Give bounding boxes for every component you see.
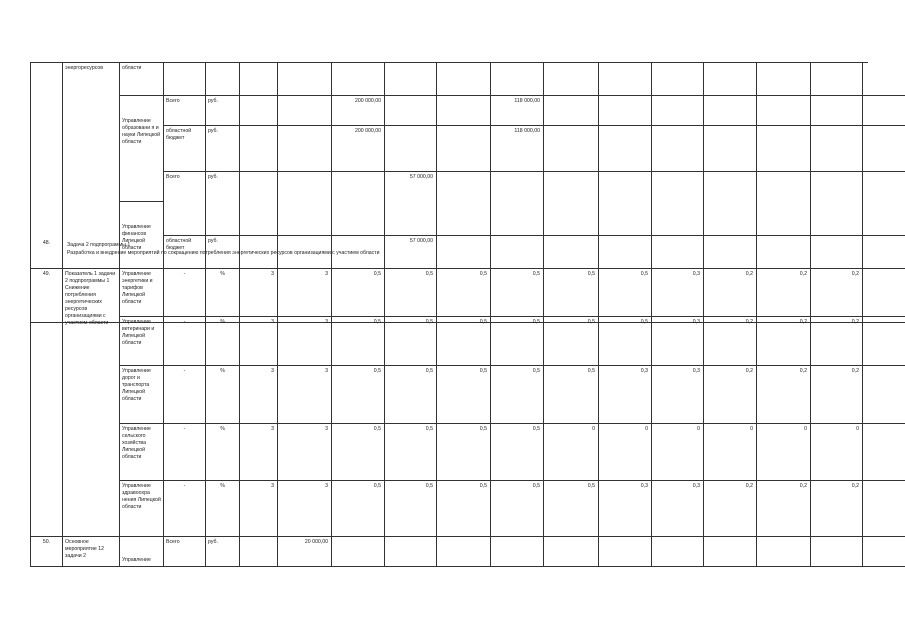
value-cell	[278, 269, 332, 317]
empty-cell	[278, 63, 332, 96]
empty-cell	[164, 63, 206, 96]
task-description: Разработка и внедрение мероприятий по сокращению потребления энергетических ресурсов организациями с участием области	[67, 250, 380, 256]
empty-cell	[599, 172, 652, 236]
empty-cell	[652, 96, 704, 126]
empty-cell	[704, 63, 757, 96]
value-cell-text: 0,3	[692, 368, 700, 374]
value-cell-text: 3	[325, 483, 328, 489]
value-cell-text: 0,5	[425, 368, 433, 374]
empty-cell	[544, 172, 599, 236]
executor-tail-cell	[120, 63, 164, 96]
value-cell	[652, 366, 704, 424]
amount-value: 20 000,00	[304, 539, 328, 545]
indicator-tail: энергоресурсов	[65, 65, 104, 71]
value-cell-text: 0,5	[640, 319, 648, 325]
indicator-name: Показатель 1 задачи 2 подпрограммы 1 Снижение потребления энергетических ресурсов организациями с участием области	[65, 271, 116, 326]
value-cell-text: 0	[750, 426, 753, 432]
value-cell	[278, 424, 332, 481]
empty-cell	[704, 126, 757, 172]
value-cell-text: 0	[645, 426, 648, 432]
value-cell-text: 0,5	[587, 483, 595, 489]
value-cell	[385, 317, 437, 366]
value-cell-text: 0,5	[373, 319, 381, 325]
value-cell-text: 0,5	[479, 319, 487, 325]
value-cell-text: 0,5	[532, 271, 540, 277]
value-cell	[704, 317, 757, 366]
indicator-number: 49.	[42, 271, 51, 277]
amount-value: 57 000,00	[409, 238, 433, 244]
empty-cell	[278, 96, 332, 126]
value-cell-text: 0,2	[851, 271, 859, 277]
unit-cell	[206, 317, 240, 366]
empty-cell	[385, 126, 437, 172]
value-cell-text: 0,5	[479, 271, 487, 277]
value-cell	[437, 269, 491, 317]
empty-cell	[544, 537, 599, 567]
value-cell-text: 0,5	[587, 271, 595, 277]
empty-cell	[206, 63, 240, 96]
value-cell-text: 0,5	[532, 483, 540, 489]
source-cell	[164, 96, 206, 126]
unit-cell	[206, 126, 240, 172]
amount-cell	[491, 126, 544, 172]
dash-cell	[164, 317, 206, 366]
empty-cell	[811, 537, 863, 567]
value-cell-text: 0,3	[640, 483, 648, 489]
dash-cell	[164, 269, 206, 317]
indicator-executor-cell	[120, 481, 164, 537]
value-cell-text: 0,2	[851, 368, 859, 374]
value-cell-text: 0,2	[851, 483, 859, 489]
unit-cell	[206, 481, 240, 537]
value-cell-text: 0,2	[799, 319, 807, 325]
task-description-cell	[63, 238, 905, 269]
empty-cell	[491, 172, 544, 236]
empty-cell	[437, 537, 491, 567]
amount-value: 118 000,00	[514, 128, 540, 134]
value-cell-text: 0,2	[851, 319, 859, 325]
amount-cell	[332, 126, 385, 172]
empty-cell	[385, 96, 437, 126]
source-label: Всего	[166, 98, 180, 104]
empty-cell	[704, 96, 757, 126]
value-cell-text: 0,5	[479, 368, 487, 374]
value-cell-text: 0,5	[640, 271, 648, 277]
value-cell	[385, 424, 437, 481]
value-cell-text: 0,2	[799, 483, 807, 489]
empty-cell	[811, 63, 863, 96]
unit-label: руб.	[208, 539, 218, 545]
empty-cell	[863, 96, 905, 126]
unit-cell	[206, 424, 240, 481]
value-cell	[437, 481, 491, 537]
unit-label: руб.	[208, 128, 218, 134]
indicator-executor-cell	[120, 269, 164, 317]
empty-cell	[240, 96, 278, 126]
empty-cell	[437, 96, 491, 126]
empty-cell	[757, 537, 811, 567]
value-cell-text: 3	[271, 426, 274, 432]
empty-cell	[437, 126, 491, 172]
value-cell	[599, 481, 652, 537]
value-cell-text: 0,5	[479, 483, 487, 489]
dash-cell-text: -	[183, 271, 186, 277]
value-cell-text: 0,5	[373, 483, 381, 489]
value-cell	[491, 269, 544, 317]
dash-cell-text: -	[183, 483, 186, 489]
empty-cell	[704, 172, 757, 236]
amount-value: 57 000,00	[409, 174, 433, 180]
value-cell	[491, 366, 544, 424]
value-cell	[704, 424, 757, 481]
value-cell	[544, 269, 599, 317]
value-cell-text: 3	[271, 319, 274, 325]
value-cell	[811, 424, 863, 481]
value-cell	[385, 269, 437, 317]
value-cell	[437, 366, 491, 424]
empty-cell	[437, 172, 491, 236]
empty-cell	[332, 172, 385, 236]
value-cell	[491, 424, 544, 481]
executor-finance-label: Управление финансов Липецкой области	[122, 224, 151, 251]
source-cell	[164, 172, 206, 236]
unit-cell-text: %	[220, 426, 225, 432]
unit-cell	[206, 172, 240, 236]
dash-cell	[164, 481, 206, 537]
value-cell	[278, 481, 332, 537]
value-cell	[385, 481, 437, 537]
value-cell	[599, 366, 652, 424]
unit-label: руб.	[208, 238, 218, 244]
value-cell	[544, 317, 599, 366]
value-cell	[652, 317, 704, 366]
empty-cell	[863, 424, 905, 481]
empty-cell	[491, 537, 544, 567]
unit-cell	[206, 269, 240, 317]
unit-cell	[206, 96, 240, 126]
value-cell-text: 0,5	[425, 319, 433, 325]
source-label: Всего	[166, 539, 180, 545]
value-cell-text: 0,3	[692, 319, 700, 325]
unit-cell	[206, 366, 240, 424]
empty-cell	[599, 537, 652, 567]
indicator-name-cell	[63, 269, 120, 537]
value-cell	[599, 317, 652, 366]
value-cell-text: 3	[325, 426, 328, 432]
indicator-executor-cell	[120, 366, 164, 424]
empty-cell	[757, 96, 811, 126]
source-cell	[164, 537, 206, 567]
unit-cell-text: %	[220, 483, 225, 489]
value-cell-text: 0,2	[745, 483, 753, 489]
empty-cell	[385, 63, 437, 96]
value-cell	[704, 366, 757, 424]
event-executor: Управление	[122, 557, 151, 563]
value-cell-text: 0,2	[745, 271, 753, 277]
empty-cell	[757, 126, 811, 172]
value-cell-text: 3	[271, 271, 274, 277]
empty-cell	[863, 63, 905, 96]
value-cell	[437, 317, 491, 366]
value-cell	[757, 317, 811, 366]
value-cell	[811, 317, 863, 366]
value-cell	[704, 269, 757, 317]
task-number: 48.	[42, 240, 51, 246]
value-cell-text: 0,5	[425, 426, 433, 432]
indicator-executor-cell	[120, 424, 164, 481]
dash-cell	[164, 424, 206, 481]
dash-cell-text: -	[183, 319, 186, 325]
value-cell-text: 0,5	[532, 426, 540, 432]
empty-cell	[240, 126, 278, 172]
value-cell-text: 3	[325, 271, 328, 277]
value-cell	[491, 481, 544, 537]
empty-cell	[704, 537, 757, 567]
empty-cell	[652, 537, 704, 567]
value-cell-text: 3	[271, 483, 274, 489]
value-cell-text: 0,5	[425, 271, 433, 277]
dash-cell-text: -	[183, 368, 186, 374]
value-cell	[437, 424, 491, 481]
value-cell	[704, 481, 757, 537]
empty-cell	[811, 172, 863, 236]
value-cell-text: 3	[325, 319, 328, 325]
value-cell	[240, 317, 278, 366]
executor-education-label: Управление образовани я и науки Липецкой области	[122, 118, 160, 145]
empty-cell	[863, 269, 905, 317]
value-cell	[544, 424, 599, 481]
unit-label: руб.	[208, 174, 218, 180]
value-cell	[599, 424, 652, 481]
empty-cell	[811, 126, 863, 172]
value-cell-text: 0,3	[692, 271, 700, 277]
amount-value: 200 000,00	[355, 98, 381, 104]
empty-cell	[652, 63, 704, 96]
executor-tail: области	[122, 65, 142, 71]
value-cell	[385, 366, 437, 424]
empty-cell	[385, 537, 437, 567]
empty-cell	[437, 63, 491, 96]
empty-cell	[544, 63, 599, 96]
value-cell	[652, 481, 704, 537]
indicator-executor-cell-text: Управление дорог и транспорта Липецкой области	[122, 368, 151, 402]
value-cell	[278, 366, 332, 424]
empty-cell	[544, 96, 599, 126]
value-cell-text: 0,3	[692, 483, 700, 489]
event-name-cell	[63, 537, 120, 567]
empty-cell	[332, 537, 385, 567]
source-label: областной бюджет	[166, 238, 192, 251]
amount-cell	[278, 537, 332, 567]
value-cell	[757, 481, 811, 537]
value-cell	[240, 269, 278, 317]
unit-cell-text: %	[220, 368, 225, 374]
source-cell	[164, 126, 206, 172]
value-cell	[757, 366, 811, 424]
indicator-number-cell	[30, 269, 63, 537]
value-cell	[811, 269, 863, 317]
empty-cell	[544, 126, 599, 172]
empty-cell	[652, 126, 704, 172]
value-cell	[240, 481, 278, 537]
amount-cell	[491, 96, 544, 126]
value-cell-text: 0,5	[373, 426, 381, 432]
unit-cell-text: %	[220, 319, 225, 325]
event-executor-cell	[120, 537, 164, 567]
unit-label: руб.	[208, 98, 218, 104]
indicator-executor-cell	[120, 317, 164, 366]
value-cell	[544, 481, 599, 537]
source-label: областной бюджет	[166, 128, 192, 141]
value-cell	[491, 317, 544, 366]
dash-cell-text: -	[183, 426, 186, 432]
empty-cell	[491, 63, 544, 96]
value-cell	[332, 317, 385, 366]
event-name: Основное мероприятие 12 задачи 2	[65, 539, 104, 559]
indicator-executor-cell-text: Управление здравоохра нения Липецкой области	[122, 483, 161, 510]
value-cell	[332, 424, 385, 481]
amount-value: 118 000,00	[514, 98, 540, 104]
unit-cell-text: %	[220, 271, 225, 277]
value-cell	[332, 366, 385, 424]
empty-cell	[863, 172, 905, 236]
value-cell	[652, 424, 704, 481]
empty-cell	[240, 63, 278, 96]
indicator-executor-cell-text: Управление сельского хозяйства Липецкой области	[122, 426, 151, 460]
event-number-cell	[30, 537, 63, 567]
empty-cell	[863, 126, 905, 172]
dash-cell	[164, 366, 206, 424]
executor-education	[120, 96, 164, 202]
empty-cell	[240, 537, 278, 567]
value-cell-text: 0,5	[425, 483, 433, 489]
value-cell	[811, 481, 863, 537]
empty-cell	[599, 96, 652, 126]
value-cell-text: 0,2	[745, 368, 753, 374]
value-cell-text: 0,5	[587, 368, 595, 374]
value-cell	[811, 366, 863, 424]
value-cell-text: 0,5	[532, 368, 540, 374]
amount-value: 200 000,00	[355, 128, 381, 134]
value-cell	[332, 269, 385, 317]
value-cell-text: 0	[592, 426, 595, 432]
value-cell	[332, 481, 385, 537]
empty-cell	[240, 172, 278, 236]
empty-cell	[757, 172, 811, 236]
value-cell	[652, 269, 704, 317]
empty-cell	[863, 317, 905, 366]
value-cell	[240, 366, 278, 424]
indicator-executor-cell-text: Управление энергетики и тарифов Липецкой области	[122, 271, 153, 305]
empty-cell	[863, 366, 905, 424]
task-number-cell	[30, 238, 63, 269]
empty-cell	[652, 172, 704, 236]
unit-cell	[206, 537, 240, 567]
value-cell-text: 0,5	[532, 319, 540, 325]
value-cell	[757, 424, 811, 481]
value-cell-text: 0,5	[373, 271, 381, 277]
empty-cell	[757, 63, 811, 96]
value-cell-text: 0,2	[745, 319, 753, 325]
empty-cell	[863, 481, 905, 537]
amount-cell	[385, 172, 437, 236]
value-cell-text: 0,5	[373, 368, 381, 374]
value-cell	[240, 424, 278, 481]
program-table-lower	[30, 238, 868, 576]
value-cell	[278, 317, 332, 366]
task-title: Задача 2 подпрограммы 1	[67, 242, 131, 248]
value-cell	[544, 366, 599, 424]
value-cell-text: 0,3	[640, 368, 648, 374]
value-cell-text: 3	[325, 368, 328, 374]
amount-cell	[332, 96, 385, 126]
value-cell-text: 0	[804, 426, 807, 432]
value-cell	[599, 269, 652, 317]
value-cell-text: 0	[697, 426, 700, 432]
empty-cell	[811, 96, 863, 126]
value-cell-text: 0,5	[479, 426, 487, 432]
source-label: Всего	[166, 174, 180, 180]
indicator-executor-cell-text: Управление ветеринари и Липецкой области	[122, 319, 155, 346]
empty-cell	[278, 172, 332, 236]
empty-cell	[332, 63, 385, 96]
value-cell-text: 0,2	[799, 368, 807, 374]
value-cell	[757, 269, 811, 317]
value-cell-text: 3	[271, 368, 274, 374]
empty-cell	[863, 537, 905, 567]
value-cell-text: 0	[856, 426, 859, 432]
empty-cell	[599, 63, 652, 96]
event-number: 50.	[42, 539, 51, 545]
value-cell-text: 0,5	[587, 319, 595, 325]
empty-cell	[599, 126, 652, 172]
empty-cell	[278, 126, 332, 172]
value-cell-text: 0,2	[799, 271, 807, 277]
